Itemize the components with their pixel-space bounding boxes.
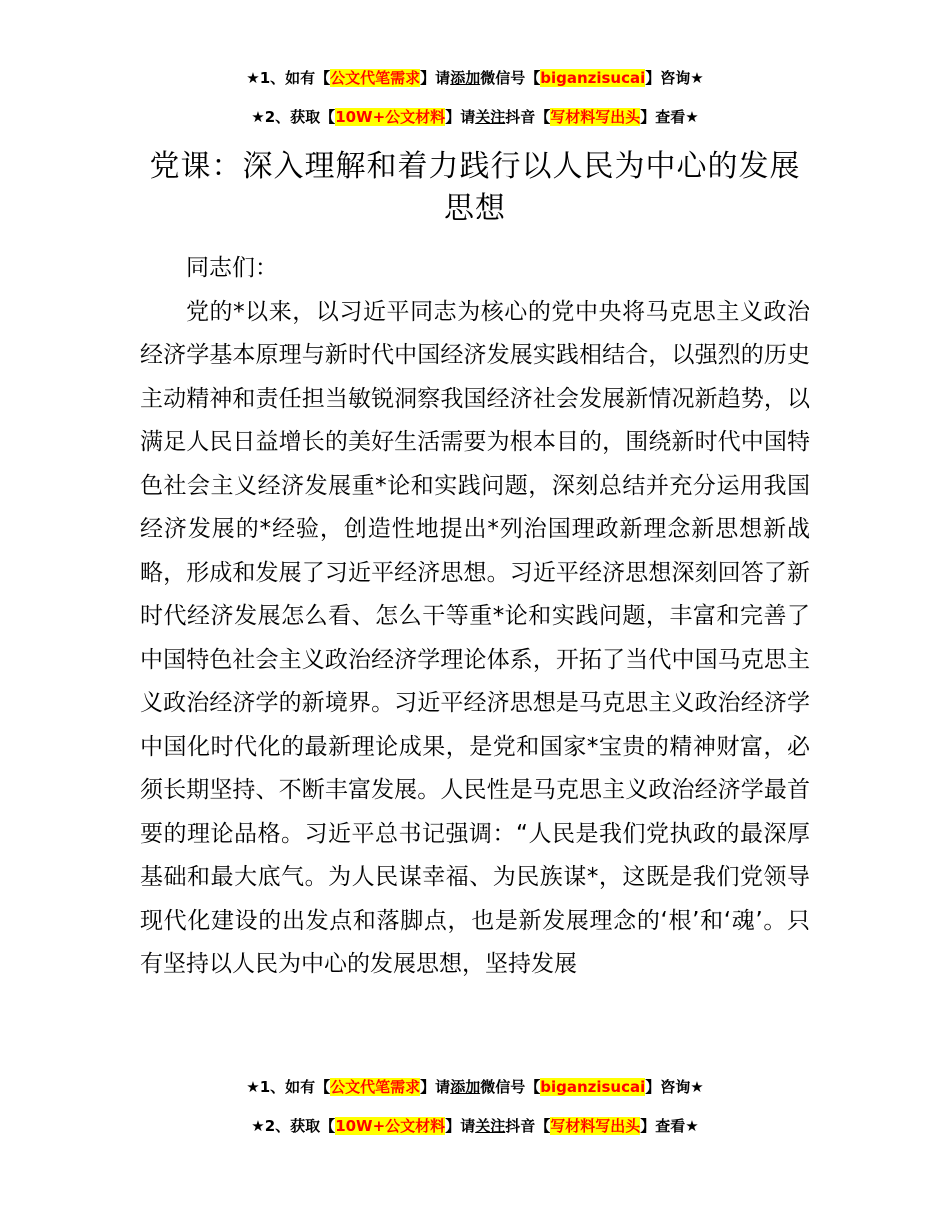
banner-text: 】请 <box>420 69 451 87</box>
banner-underlined-add: 添加 <box>450 69 481 87</box>
banner-text: 微信号【 <box>480 1078 541 1096</box>
header-banner-line-2 <box>0 106 950 128</box>
banner-highlight-ghostwriting: 公文代笔需求 <box>330 1078 421 1096</box>
banner-text: 】查看★ <box>640 108 699 126</box>
banner-text: ★1、如有【 <box>246 1078 331 1096</box>
footer-banner-line-1 <box>0 1076 950 1098</box>
banner-text: 微信号【 <box>480 69 541 87</box>
salutation: 同志们： <box>186 255 278 281</box>
document-body <box>140 247 810 987</box>
banner-underlined-follow: 关注 <box>475 108 506 126</box>
banner-highlight-materials: 10W+公文材料 <box>335 1117 446 1135</box>
banner-text: 】请 <box>420 1078 451 1096</box>
banner-highlight-materials: 10W+公文材料 <box>335 108 446 126</box>
banner-highlight-wechat-id: biganzisucai <box>540 69 646 87</box>
banner-highlight-douyin-account: 写材料写出头 <box>550 108 641 126</box>
document-title: 党课：深入理解和着力践行以人民为中心的发展思想 <box>149 149 801 226</box>
banner-highlight-douyin-account: 写材料写出头 <box>550 1117 641 1135</box>
banner-underlined-follow: 关注 <box>475 1117 506 1135</box>
banner-text: 抖音【 <box>505 108 551 126</box>
banner-text: 】查看★ <box>640 1117 699 1135</box>
banner-text: ★2、获取【 <box>251 1117 336 1135</box>
banner-text: ★2、获取【 <box>251 108 336 126</box>
header-banner-line-1 <box>0 67 950 89</box>
banner-text: 抖音【 <box>505 1117 551 1135</box>
body-paragraph: 党的*以来，以习近平同志为核心的党中央将马克思主义政治经济学基本原理与新时代中国经济发展实践相结合，以强烈的历史主动精神和责任担当敏锐洞察我国经济社会发展新情况新趋势，以满足人民日益增长的美好生活需要为根本目的，围绕新时代中国特色社会主义经济发展重*论和实践问题，深刻总结并充分运用我国经济发展的*经验，创造性地提出*列治国理政新理念新思想新战略，形成和发展了习近平经济思想。习近平经济思想深刻回答了新时代经济发展怎么看、怎么干等重*论和实践问题，丰富和完善了中国特色社会主义政治经济学理论体系，开拓了当代中国马克思主义政治经济学的新境界。习近平经济思想是马克思主义政治经济学中国化时代化的最新理论成果，是党和国家*宝贵的精神财富，必须长期坚持、不断丰富发展。人民性是马克思主义政治经济学最首要的理论品格。习近平总书记强调：“人民是我们党执政的最深厚基础和最大底气。为人民谋幸福、为民族谋*，这既是我们党领导现代化建设的出发点和落脚点，也是新发展理念的‘根’和‘魂’。只有坚持以人民为中心的发展思想，坚持发展 <box>140 298 810 977</box>
banner-highlight-wechat-id: biganzisucai <box>540 1078 646 1096</box>
banner-text: 】请 <box>445 1117 476 1135</box>
footer-banner-line-2 <box>0 1115 950 1137</box>
banner-highlight-ghostwriting: 公文代笔需求 <box>330 69 421 87</box>
banner-underlined-add: 添加 <box>450 1078 481 1096</box>
banner-text: 】咨询★ <box>645 69 704 87</box>
banner-text: ★1、如有【 <box>246 69 331 87</box>
banner-text: 】咨询★ <box>645 1078 704 1096</box>
banner-text: 】请 <box>445 108 476 126</box>
